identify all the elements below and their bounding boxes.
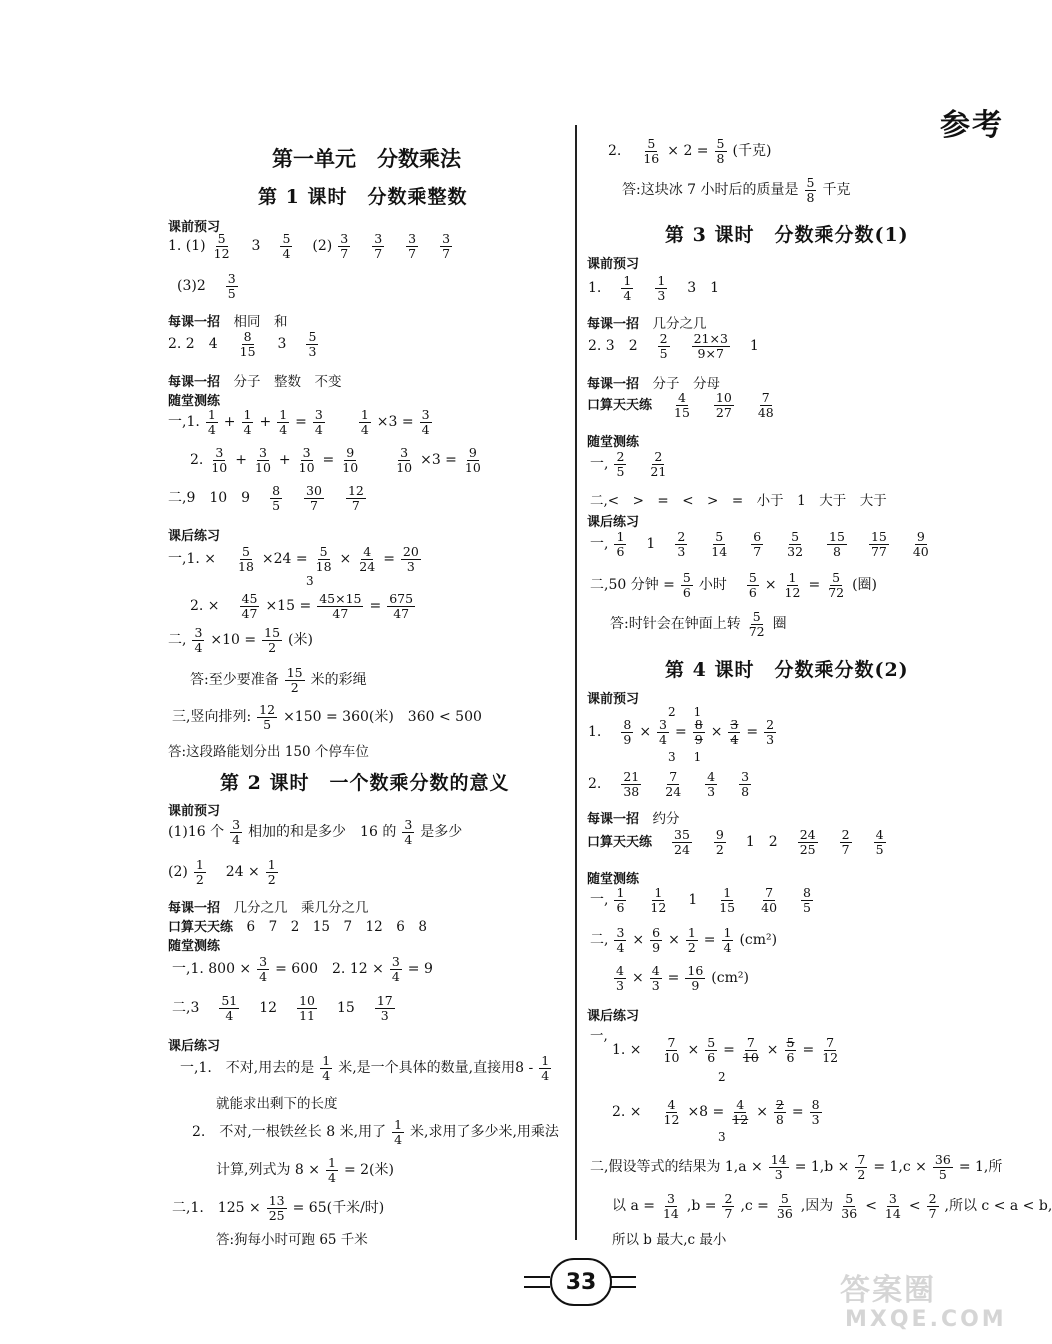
l1-section-preview: 课前预习: [168, 220, 221, 235]
l4-preview-2: 2. 21 38 7 24 4 3 3 8: [588, 769, 750, 799]
l3-preview-1: 1. 1 4 1 3 3 1: [588, 273, 720, 303]
l3-after-2-answer: 答:时针会在钟面上转 5 72 圈: [610, 609, 787, 639]
unit-title: 第一单元 分数乘法: [272, 146, 461, 171]
l3-calc: 口算天天练 4 15 10 27 7 48: [587, 390, 774, 420]
page-number-badge: 33: [550, 1258, 612, 1306]
l4-after-1-sub: 2: [718, 1070, 726, 1084]
l3-section-preview: 课前预习: [587, 257, 640, 272]
l2-test-2: 二,3 51 4 12 10 11 15 17 3: [172, 993, 393, 1023]
l4-calc: 口算天天练 35 24 9 2 1 2 24 25 2 7 4 5: [587, 827, 884, 857]
l2-test-1: 一,1. 800 × $\frac{3}{4}$ = 600 2. 12 × $\frac{3}{4}$ = 9: [172, 954, 433, 984]
l2-preview-1: (1)16 个 3 4 相加的和是多少 16 的 3 4 是多少: [168, 817, 463, 847]
watermark-text: 答案圈: [840, 1273, 936, 1308]
lesson-3-title: 第 3 课时 分数乘分数(1): [665, 224, 909, 246]
l4-preview-1: 1. $\frac{8}{9}$ × $\frac{3}{4}$ = $\frac{8}{9}$ × 3 4 = 2 3: [588, 717, 775, 747]
l4-test-1: 一, 1 6 1 12 1 1 15 7 40 8 5: [590, 885, 811, 915]
l1-after-3: 二, $\frac{3}{4}$ ×10 = $\frac{15}{2}$ (米): [168, 625, 313, 655]
l4-test-2: 二, 3 4 × 6 9 × 1 2 = 1 4 (cm²): [590, 925, 778, 955]
lesson-4-title: 第 4 课时 分数乘分数(2): [665, 659, 909, 681]
l1-test-2: 2. 3 10 + 3 10 + 3 10 = 9 10 $\frac{3}{10}$ ×3 = $\frac{9}{10}$: [190, 445, 481, 475]
l1-q1-row: 1. (1) 5 12 3 5 4 (2) 3 7 3 7 3 7 3 7: [168, 231, 451, 261]
l2-after-3-answer: 答:狗每小时可跑 65 千米: [216, 1232, 368, 1248]
l2-tip1: 每课一招 几分之几 乘几分之几: [168, 900, 369, 916]
l4-section-after: 课后练习: [587, 1009, 640, 1024]
l1-after-4: 三,竖向排列: $\frac{12}{5}$ ×150 = 360(米) 360 < 500: [172, 702, 482, 732]
l1-after-3-answer: 答:至少要准备 15 2 米的彩绳: [190, 665, 367, 695]
l1-q2-row: 2. 2 4 8 15 3 5 3: [168, 329, 317, 359]
l1-tip2: 每课一招 分子 整数 不变: [168, 374, 342, 390]
l4-after-4: 以 a = $\frac{3}{14}$ ,b = $\frac{2}{7}$ ,c = $\frac{5}{36}$ ,因为 5 36 < 3 14 < 2 7 ,所以 c < a < b,: [612, 1191, 1052, 1221]
l3-tip1: 每课一招 几分之几: [587, 316, 707, 332]
l4-preview-1-bot: 3 1: [668, 750, 702, 764]
l2-after-1: 一,1. 不对,用去的是 1 4 米,是一个具体的数量,直接用8 - 1 4: [180, 1053, 550, 1083]
l1-q1-row3: (3)2 3 5: [177, 271, 236, 301]
l4-section-preview: 课前预习: [587, 692, 640, 707]
l4-after-2: 2. × $\frac{4}{12}$ ×8 = $\frac{4}{12}$ × 2 8 = 8 3: [612, 1097, 820, 1127]
page-number: [530, 1258, 630, 1304]
l3-after-1: 一, 1 6 1 2 3 5 14 6 7 5 32 15 8 15 77 9 40: [590, 529, 929, 559]
l4-after-label: 一,: [590, 1028, 608, 1044]
l3-preview-2: 2. 3 2 2 5 21×3 9×7 1: [588, 331, 759, 361]
l2-after-3: 二,1. 125 × $\frac{13}{25}$ = 65(千米/时): [172, 1193, 385, 1223]
r-top-2: 答:这块冰 7 小时后的质量是 5 8 千克: [622, 175, 851, 205]
l2-section-after: 课后练习: [168, 1039, 221, 1054]
l2-section-preview: 课前预习: [168, 804, 221, 819]
l4-after-2-sub: 3: [718, 1130, 726, 1144]
l4-test-3: 4 3 × 4 3 = 16 9 (cm²): [616, 963, 749, 993]
lesson-1-title: 第 1 课时 分数乘整数: [258, 186, 468, 208]
page-number-left-ornament: [524, 1276, 550, 1288]
l2-preview-2: (2) 1 2 24 × $\frac{1}{2}$: [168, 857, 276, 887]
l4-tip1: 每课一招 约分: [587, 811, 680, 827]
l1-section-after: 课后练习: [168, 529, 221, 544]
l4-after-5: 所以 b 最大,c 最小: [612, 1232, 727, 1248]
l2-after-1-cont: 就能求出剩下的长度: [216, 1096, 338, 1112]
l1-after-4-answer: 答:这段路能划分出 150 个停车位: [168, 744, 369, 760]
l3-section-after: 课后练习: [587, 515, 640, 530]
l3-tip2: 每课一招 分子 分母: [587, 376, 721, 392]
l2-calc: 口算天天练 6 7 2 15 7 12 6 8: [168, 919, 427, 935]
watermark-logo: [840, 1265, 1007, 1340]
l2-after-2-cont: 计算,列式为 8 × $\frac{1}{4}$ = 2(米): [216, 1155, 394, 1185]
r-top-1: 2. $\frac{5}{16}$ × 2 = $\frac{5}{8}$ (千克): [608, 136, 772, 166]
l4-preview-1-top: 2 1: [668, 705, 702, 719]
l3-test-1: 一, 2 5 2 21: [590, 449, 667, 479]
page-number-right-ornament: [610, 1276, 636, 1288]
l4-after-3: 二,假设等式的结果为 1,a × $\frac{14}{3}$ = 1,b × $\frac{7}{2}$ = 1,c × $\frac{36}{5}$ = 1,所: [590, 1152, 1003, 1182]
l1-test-1: 一,1. 1 4 + 1 4 + 1 4 = 3 4 $\frac{1}{4}$ ×3 = $\frac{3}{4}$: [168, 407, 430, 437]
lesson-2-title: 第 2 课时 一个数乘分数的意义: [220, 772, 510, 794]
column-divider: [575, 125, 577, 1240]
l1-test-3: 二,9 10 9 8 5 30 7 12 7: [168, 483, 364, 513]
watermark-url: MXQE.COM: [845, 1307, 1007, 1332]
l1-tip1: 每课一招 相同 和: [168, 314, 288, 330]
l3-after-2: 二,50 分钟 = $\frac{5}{6}$ 小时 $\frac{5}{6}$ × $\frac{1}{12}$ = $\frac{5}{72}$ (圈): [590, 570, 878, 600]
l4-section-test: 随堂测练: [587, 872, 640, 887]
l1-after-1-sub: 3: [306, 574, 314, 588]
l4-after-1: 1. × 7 10 × 5 6 = 7 10 × 5 6 = 7 12: [612, 1035, 839, 1065]
l2-section-test: 随堂测练: [168, 939, 221, 954]
l2-after-2: 2. 不对,一根铁丝长 8 米,用了 1 4 米,求用了多少米,用乘法: [192, 1117, 559, 1147]
l3-section-test: 随堂测练: [587, 435, 640, 450]
l1-section-test: 随堂测练: [168, 394, 221, 409]
corner-heading: 参考: [940, 108, 1004, 143]
l1-after-2: 2. × $\frac{45}{47}$ ×15 = $\frac{45\times 15}{47}$ = $\frac{675}{47}$: [190, 591, 414, 621]
l3-test-2: 二,< > = < > = 小于 1 大于 大于: [590, 493, 887, 509]
l1-after-1: 一,1. × $\frac{5}{18}$ ×24 = $\frac{5}{18}$ × $\frac{4}{24}$ = $\frac{20}{3}$: [168, 544, 419, 574]
